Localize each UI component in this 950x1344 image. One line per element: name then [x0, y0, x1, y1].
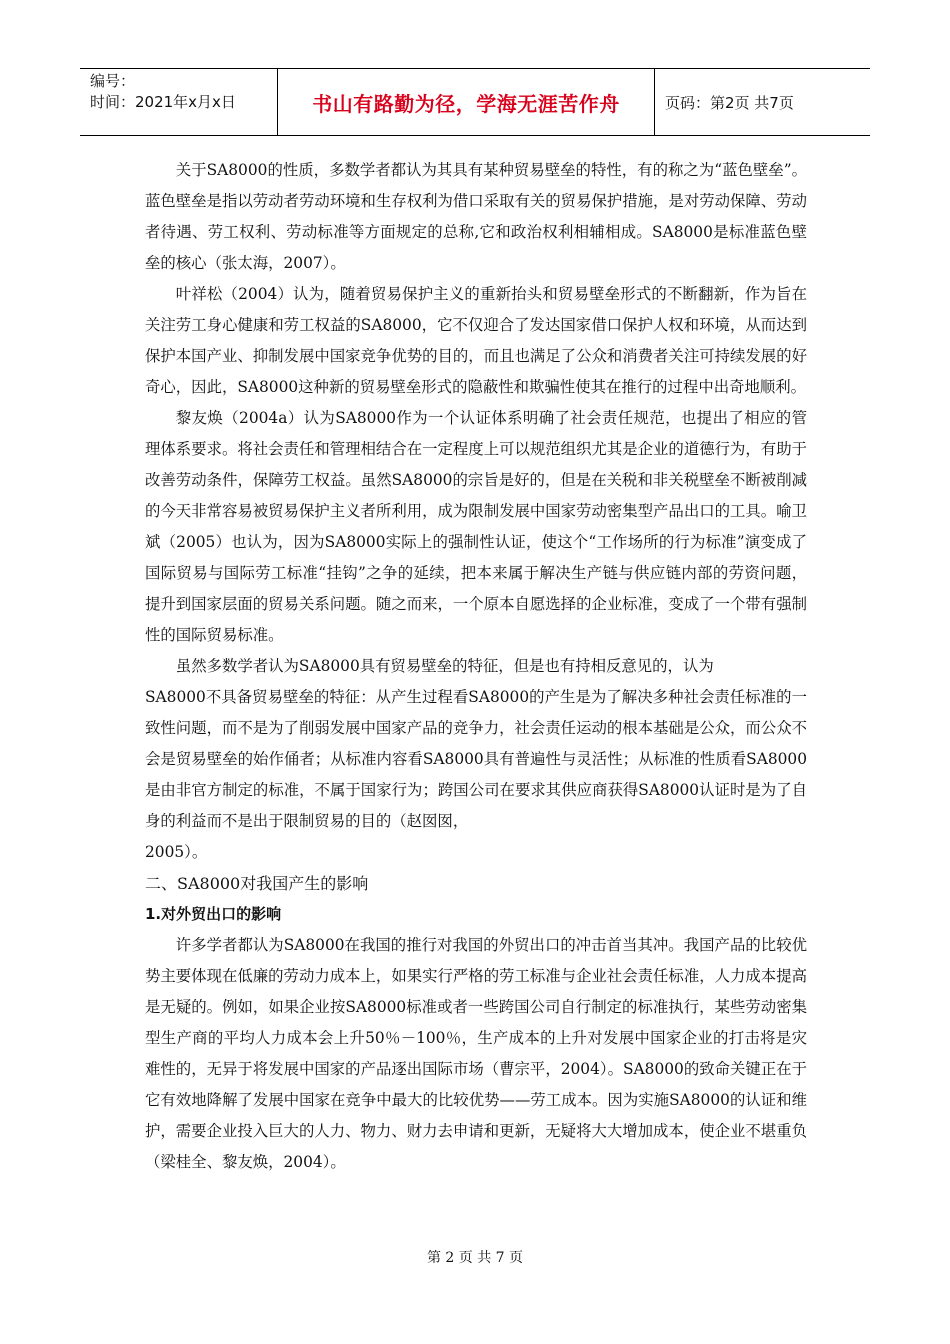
section-heading: 二、SA8000对我国产生的影响 [145, 874, 369, 893]
paragraph-4-body: SA8000不具备贸易壁垒的特征：从产生过程看SA8000的产生是为了解决多种社会责任标准的一致性问题，而不是为了削弱发展中国家产品的竞争力，社会责任运动的根本基础是公众，而公众不会是贸易壁垒的始作俑者；从标准内容看SA8000具有普遍性与灵活性；从标准的性质看SA8000是由非官方制定的标准，不属于国家行为；跨国公司在要求其供应商获得SA8000认证时是为了自身的利益而不是出于限制贸易的目的（赵囡囡， [145, 688, 807, 830]
paragraph-4-end: 2005）。 [145, 843, 208, 861]
subheading: 1.对外贸出口的影响 [145, 905, 282, 923]
page-header [80, 68, 870, 136]
paragraph-4-first-line: 虽然多数学者认为SA8000具有贸易壁垒的特征，但是也有持相反意见的，认为 [175, 657, 714, 675]
header-page-code: 页码：第2页 共7页 [665, 93, 794, 112]
time-label: 时间：2021年x月x日 [90, 93, 236, 111]
paragraph-5: 许多学者都认为SA8000在我国的推行对我国的外贸出口的冲击首当其冲。我国产品的比较优势主要体现在低廉的劳动力成本上，如果实行严格的劳工标准与企业社会责任标准，人力成本提高是无疑的。例如，如果企业按SA8000标准或者一些跨国公司自行制定的标准执行，某些劳动密集型生产商的平均人力成本会上升50％－100％，生产成本的上升对发展中国家企业的打击将是灾难性的，无异于将发展中国家的产品逐出国际市场（曹宗平，2004）。SA8000的致命关键正在于它有效地降解了发展中国家在竞争中最大的比较优势——劳工成本。因为实施SA8000的认证和维护，需要企业投入巨大的人力、物力、财力去申请和更新，无疑将大大增加成本，使企业不堪重负（梁桂全、黎友焕，2004）。 [145, 936, 807, 1171]
header-motto: 书山有路勤为径，学海无涯苦作舟 [278, 69, 655, 135]
paragraph-2: 叶祥松（2004）认为，随着贸易保护主义的重新抬头和贸易壁垒形式的不断翻新，作为旨在关注劳工身心健康和劳工权益的SA8000，它不仅迎合了发达国家借口保护人权和环境，从而达到保护本国产业、抑制发展中国家竞争优势的目的，而且也满足了公众和消费者关注可持续发展的好奇心，因此，SA8000这种新的贸易壁垒形式的隐蔽性和欺骗性使其在推行的过程中出奇地顺利。 [145, 285, 807, 396]
number-label: 编号： [90, 72, 136, 90]
document-body [145, 155, 807, 1178]
paragraph-3: 黎友焕（2004a）认为SA8000作为一个认证体系明确了社会责任规范，也提出了相应的管理体系要求。将社会责任和管理相结合在一定程度上可以规范组织尤其是企业的道德行为，有助于改善劳动条件，保障劳工权益。虽然SA8000的宗旨是好的，但是在关税和非关税壁垒不断被削减的今天非常容易被贸易保护主义者所利用，成为限制发展中国家劳动密集型产品出口的工具。喻卫斌（2005）也认为，因为SA8000实际上的强制性认证，使这个“工作场所的行为标准”演变成了国际贸易与国际劳工标准“挂钩”之争的延续，把本来属于解决生产链与供应链内部的劳资问题，提升到国家层面的贸易关系问题。随之而来，一个原本自愿选择的企业标准，变成了一个带有强制性的国际贸易标准。 [145, 409, 807, 644]
header-left-cell [80, 69, 278, 135]
page-footer: 第 2 页 共 7 页 [426, 1250, 524, 1266]
paragraph-1: 关于SA8000的性质，多数学者都认为其具有某种贸易壁垒的特性，有的称之为“蓝色壁垒”。蓝色壁垒是指以劳动者劳动环境和生存权利为借口采取有关的贸易保护措施，是对劳动保障、劳动者待遇、劳工权利、劳动标准等方面规定的总称,它和政治权利相辅相成。SA8000是标准蓝色壁垒的核心（张太海，2007）。 [145, 161, 807, 272]
